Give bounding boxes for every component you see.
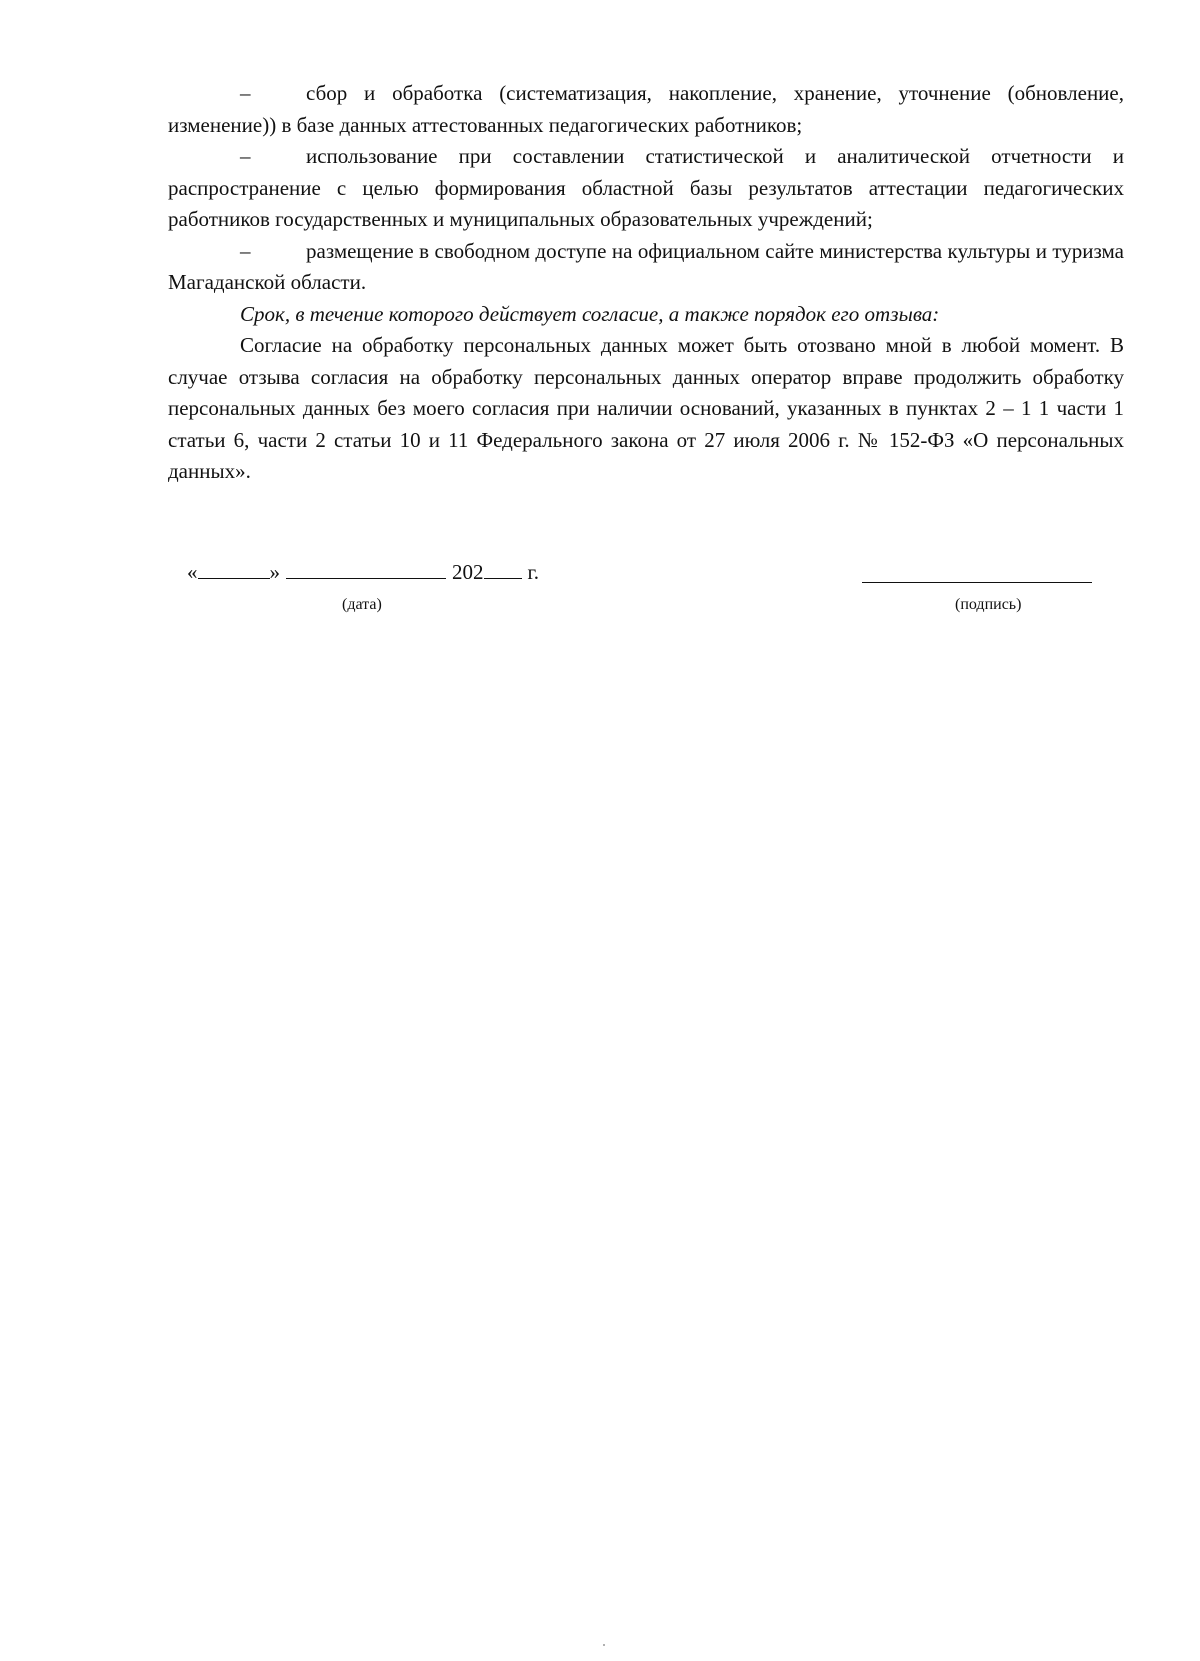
year-suffix: г. (527, 560, 539, 584)
list-item (168, 78, 1124, 141)
list-item-text: размещение в свободном доступе на официальном сайте министерства культуры и туризма Магаданской области. (168, 238, 1124, 294)
year-blank (484, 560, 522, 579)
date-line (187, 560, 539, 585)
year-prefix: 202 (452, 560, 484, 584)
list-item-text: сбор и обработка (систематизация, накопление, хранение, уточнение (обновление, изменение)) в базе данных аттестованных педагогических работников; (168, 81, 1124, 137)
scan-speck (603, 1644, 605, 1646)
document-body (168, 78, 1124, 488)
list-dash: – (240, 144, 251, 168)
signature-block (0, 560, 1200, 620)
list-item (168, 236, 1124, 299)
date-caption: (дата) (342, 596, 382, 613)
open-quote: « (187, 560, 198, 584)
term-paragraph: Согласие на обработку персональных данных может быть отозвано мной в любой момент. В случае отзыва согласия на обработку персональных данных оператор вправе продолжить обработку персональных данных без моего согласия при наличии оснований, указанных в пунктах 2 – 1 1 части 1 статьи 6, части 2 статьи 10 и 11 Федерального закона от 27 июля 2006 г. № 152-ФЗ «О персональных данных». (168, 333, 1124, 483)
list-item-text: использование при составлении статистической и аналитической отчетности и распространение с целью формирования областной базы результатов аттестации педагогических работников государственных и муниципальных образовательных учреждений; (168, 144, 1124, 231)
list-item (168, 141, 1124, 236)
list-dash: – (240, 81, 251, 105)
close-quote: » (269, 560, 280, 584)
day-blank (198, 560, 270, 579)
term-heading: Срок, в течение которого действует согласие, а также порядок его отзыва: (240, 301, 940, 326)
list-dash: – (240, 238, 251, 263)
month-blank (286, 560, 446, 579)
signature-line (862, 582, 1092, 583)
signature-caption: (подпись) (955, 596, 1022, 613)
